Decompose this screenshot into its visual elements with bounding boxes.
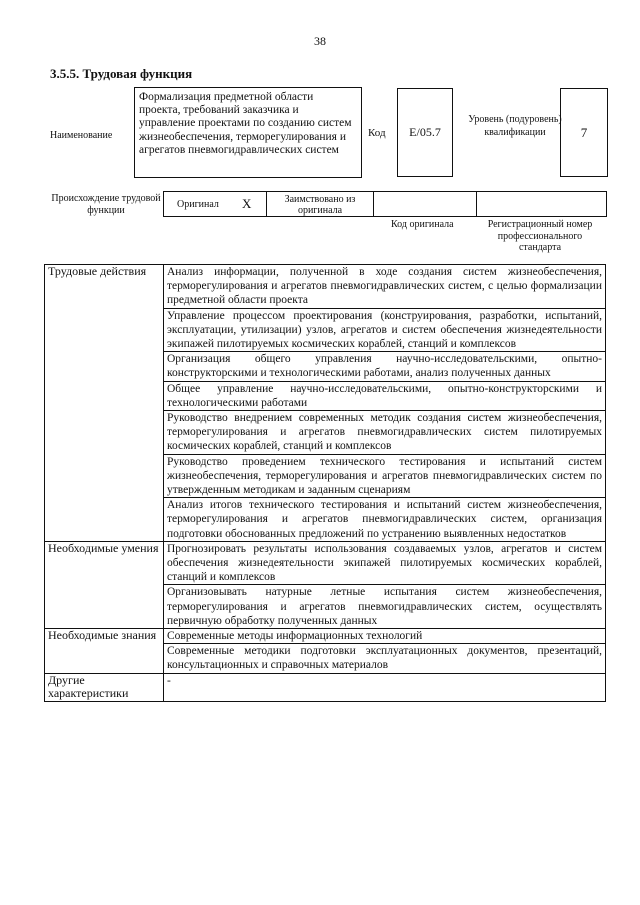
skill-item: Прогнозировать результаты использования создаваемых узлов, агрегатов и систем обеспечения жизнедеятельности экипажей пилотируемых космических кораблей, станций и комплексов: [164, 541, 606, 585]
skills-label: Необходимые умения: [45, 541, 164, 628]
origin-borrowed-cell: [266, 191, 374, 217]
table-row: [45, 265, 606, 309]
action-item: Руководство внедрением современных методик создания систем жизнеобеспечения, терморегулирования и агрегатов пневмогидравлических систем пилотируемых космических кораблей, станций и комплексов: [164, 411, 606, 455]
table-row: [45, 541, 606, 585]
name-label: Наименование: [50, 130, 113, 141]
actions-label: Трудовые действия: [45, 265, 164, 542]
origin-original-mark: X: [242, 196, 252, 211]
name-value-box: [134, 87, 362, 178]
action-item: Руководство проведением технического тестирования и испытаний систем жизнеобеспечения, терморегулирования и агрегатов пневмогидравлических систем по утвержденным методикам и заданным сценариям: [164, 454, 606, 498]
origin-label: Происхождение трудовой функции: [51, 193, 161, 216]
other-item: -: [164, 673, 606, 701]
section-title: 3.5.5. Трудовая функция: [50, 66, 193, 81]
page-number: 38: [314, 34, 326, 48]
skill-item: Организовывать натурные летные испытания систем жизнеобеспечения, терморегулирования и агрегатов пневмогидравлических систем, осуществлять первичную обработку полученных данных: [164, 585, 606, 629]
origin-code-cell: [373, 191, 477, 217]
action-item: Управление процессом проектирования (конструирования, разработки, испытаний, эксплуатации, утилизации) узлов, агрегатов и систем обеспечения жизнедеятельности экипажей пилотируемых космических кораблей, станций и комплексов: [164, 308, 606, 352]
origin-reg-caption: Регистрационный номер профессионального стандарта: [487, 219, 593, 253]
other-label: Другие характеристики: [45, 673, 164, 701]
knowledge-item: Современные методы информационных технологий: [164, 629, 606, 644]
origin-borrowed-label: Заимствовано из оригинала: [284, 194, 356, 216]
knowledge-label: Необходимые знания: [45, 629, 164, 674]
origin-original-label: Оригинал: [177, 199, 219, 210]
name-value: Формализация предметной области проекта, требований заказчика и управление проектами по созданию систем жизнеобеспечения, терморегулирования и агрегатов пневмогидравлических систем: [139, 91, 352, 156]
origin-code-caption: Код оригинала: [391, 219, 454, 230]
code-label: Код: [368, 127, 386, 139]
table-row: [45, 673, 606, 701]
action-item: Общее управление научно-исследовательскими, опытно-конструкторскими и технологическими работами: [164, 381, 606, 410]
level-label: Уровень (подуровень) квалификации: [468, 114, 562, 138]
code-value: E/05.7: [409, 125, 441, 139]
level-value: 7: [580, 124, 588, 140]
action-item: Анализ итогов технического тестирования и испытаний систем жизнеобеспечения, терморегулирования и агрегатов пневмогидравлических систем, организация подготовки обоснованных предложений по устранению выявленных недостатков: [164, 498, 606, 542]
action-item: Анализ информации, полученной в ходе создания систем жизнеобеспечения, терморегулирования и агрегатов пневмогидравлических систем, с целью формализации предметной области проекта: [164, 265, 606, 309]
code-value-box: [397, 88, 453, 177]
level-value-box: [560, 88, 608, 177]
origin-original-cell: [163, 191, 267, 217]
action-item: Организация общего управления научно-исследовательскими, опытно-конструкторскими и технологическими работами, анализ полученных данных: [164, 352, 606, 381]
origin-reg-cell: [476, 191, 607, 217]
function-table: [44, 264, 606, 702]
knowledge-item: Современные методики подготовки эксплуатационных документов, презентаций, консультационных и справочных материалов: [164, 644, 606, 673]
table-row: [45, 629, 606, 644]
